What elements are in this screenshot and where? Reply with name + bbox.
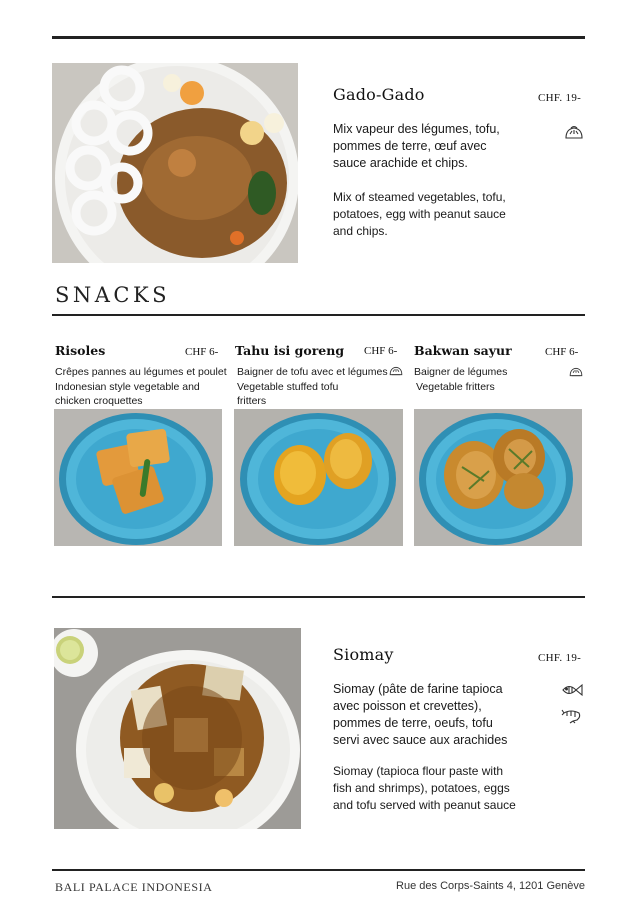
bakwan-photo [414,409,582,546]
snack-desc-tahu: Baigner de tofu avec et légumes Vegetable stuffed tofu fritters [237,366,388,407]
vegetarian-icon [568,365,584,379]
footer-divider [52,869,585,871]
gado-gado-name: Gado-Gado [333,85,425,104]
fish-icon [561,682,583,700]
siomay-photo [54,628,301,829]
snack-price-tahu: CHF 6- [364,345,398,357]
siomay-price: CHF. 19- [538,652,582,664]
snack-price-risoles: CHF 6- [185,346,219,358]
snack-name-bakwan: Bakwan sayur [414,343,512,358]
top-divider [52,36,585,39]
vegetarian-icon [388,364,404,378]
risoles-photo [54,409,222,546]
siomay-divider [52,596,585,598]
snack-name-risoles: Risoles [55,343,106,358]
gado-gado-photo [52,63,298,263]
snack-price-bakwan: CHF 6- [545,346,579,358]
snack-desc-bakwan: Baigner de légumes Vegetable fritters [414,366,508,393]
gado-gado-price: CHF. 19- [538,92,582,104]
gado-gado-desc-en: Mix of steamed vegetables, tofu, potatoes, egg with peanut sauce and chips. [333,190,506,238]
siomay-desc-fr: Siomay (pâte de farine tapioca avec poisson et crevettes), pommes de terre, oeufs, tofu servi avec sauce aux arachides [333,682,508,747]
snacks-divider [52,314,585,316]
siomay-desc-en: Siomay (tapioca flour paste with fish and shrimps), potatoes, eggs and tofu served with peanut sauce [333,764,516,812]
tahu-photo [234,409,403,546]
snacks-section-title: SNACKS [55,283,171,307]
snack-desc-risoles: Crêpes pannes au légumes et poulet Indonesian style vegetable and chicken croquettes [55,366,227,407]
shrimp-icon [561,708,583,726]
siomay-name: Siomay [333,645,394,664]
footer-address: Rue des Corps-Saints 4, 1201 Genève [396,880,585,892]
gado-gado-desc-fr: Mix vapeur des légumes, tofu, pommes de terre, œuf avec sauce arachide et chips. [333,122,500,170]
footer-brand: BALI PALACE INDONESIA [55,880,213,894]
snack-name-tahu: Tahu isi goreng [235,343,345,358]
vegetarian-icon [563,124,585,142]
